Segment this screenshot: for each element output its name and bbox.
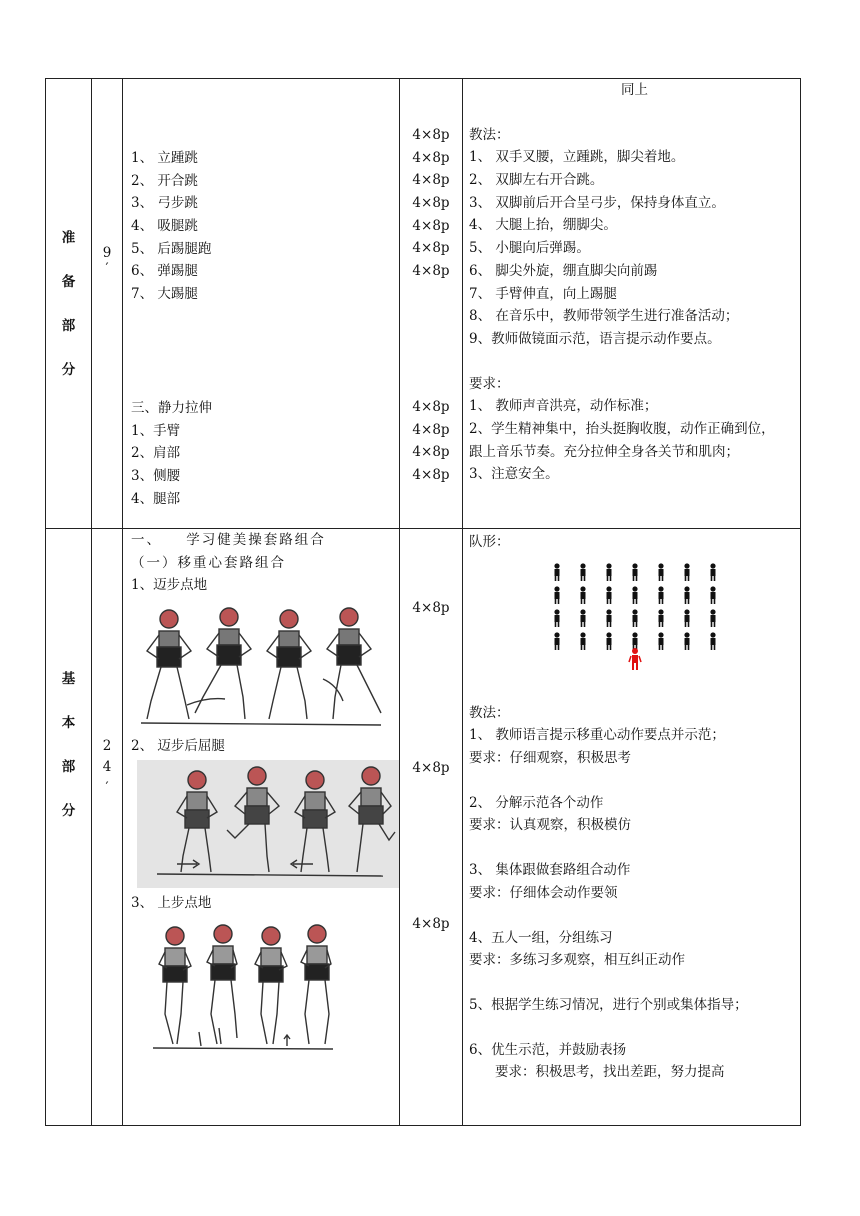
heading-2: （一）移重心套路组合 — [131, 554, 286, 571]
student-icon — [710, 563, 715, 581]
count-item: 4×8p — [412, 444, 450, 461]
count-item: 4×8p — [412, 149, 450, 166]
count-item: 4×8p — [412, 466, 450, 483]
method-item: 2、 分解示范各个动作 — [469, 794, 604, 811]
method-item: 9、教师做镜面示范，语言提示动作要点。 — [469, 330, 721, 347]
basic-row — [46, 529, 801, 1126]
requirement-item: 2、学生精神集中，抬头挺胸收腹，动作正确到位， — [469, 420, 775, 437]
stretch-item: 4、腿部 — [131, 490, 181, 507]
exercise-item: 7、 大踢腿 — [131, 286, 198, 303]
requirement-item: 3、注意安全。 — [469, 466, 559, 483]
student-icon — [684, 609, 689, 627]
formation-diagram — [469, 554, 799, 688]
requirement-item: 要求：仔细观察，积极思考 — [469, 750, 631, 767]
count-item: 4×8p — [412, 398, 450, 415]
student-icon — [554, 586, 559, 604]
student-icon — [632, 563, 637, 581]
exercise-item: 2、 开合跳 — [131, 172, 198, 189]
stretch-item: 3、侧腰 — [131, 467, 181, 484]
prep-row — [46, 79, 801, 529]
count-item: 4×8p — [412, 916, 450, 933]
method-item: 2、 双脚左右开合跳。 — [469, 172, 604, 189]
count-item: 4×8p — [412, 217, 450, 234]
stretch-item: 1、手臂 — [131, 422, 181, 439]
exercise-item: 5、 后踢腿跑 — [131, 240, 212, 257]
student-icon — [554, 632, 559, 650]
student-icon — [580, 609, 585, 627]
student-icon — [580, 586, 585, 604]
count-item: 4×8p — [412, 600, 450, 616]
student-icon — [684, 586, 689, 604]
student-icon — [632, 586, 637, 604]
method-title: 教法： — [469, 126, 510, 143]
move-label: 2、 迈步后屈腿 — [131, 738, 225, 755]
student-icon — [554, 609, 559, 627]
count-item: 4×8p — [412, 195, 450, 212]
student-icon — [710, 586, 715, 604]
student-formation — [554, 563, 715, 650]
move-label: 3、 上步点地 — [131, 894, 212, 911]
same-as-above: 同上 — [621, 82, 648, 98]
requirement-item: 1、 教师声音洪亮，动作标准； — [469, 398, 658, 415]
basic-counts — [400, 529, 463, 1126]
student-icon — [684, 563, 689, 581]
method-item: 4、 大腿上抬，绷脚尖。 — [469, 217, 617, 234]
prep-counts — [400, 79, 463, 529]
step-tap-illustration — [137, 601, 385, 731]
prep-methods — [463, 79, 801, 529]
requirement-item: 要求：积极思考，找出差距，努力提高 — [495, 1064, 725, 1081]
requirement-item: 跟上音乐节奏。充分拉伸全身各关节和肌肉； — [469, 443, 739, 460]
method-item: 6、 脚尖外旋，绷直脚尖向前踢 — [469, 262, 658, 279]
move-label: 1、迈步点地 — [131, 577, 208, 594]
method-item: 8、 在音乐中，教师带领学生进行准备活动； — [469, 308, 739, 325]
student-icon — [606, 632, 611, 650]
student-icon — [632, 632, 637, 650]
student-icon — [606, 586, 611, 604]
method-item: 3、 集体跟做套路组合动作 — [469, 862, 631, 879]
method-item: 1、 双手叉腰，立踵跳，脚尖着地。 — [469, 149, 685, 166]
student-icon — [658, 586, 663, 604]
prep-time: 9 ′ — [92, 79, 123, 529]
formation-label: 队形： — [469, 534, 510, 550]
method-item: 6、优生示范，并鼓励表扬 — [469, 1041, 627, 1058]
method-item: 7、 手臂伸直，向上踢腿 — [469, 285, 617, 302]
count-item: 4×8p — [412, 240, 450, 257]
student-icon — [580, 563, 585, 581]
exercise-item: 3、 弓步跳 — [131, 195, 198, 212]
requirement-item: 要求：认真观察，积极模仿 — [469, 817, 631, 834]
requirement-item: 要求：仔细体会动作要领 — [469, 884, 618, 901]
student-icon — [658, 632, 663, 650]
stretch-item: 2、肩部 — [131, 445, 181, 462]
method-item: 3、 双脚前后开合呈弓步，保持身体直立。 — [469, 194, 725, 211]
student-icon — [554, 563, 559, 581]
count-item: 4×8p — [412, 759, 450, 776]
prep-content — [123, 79, 400, 529]
exercise-item: 6、 弹踢腿 — [131, 263, 198, 280]
student-icon — [606, 609, 611, 627]
student-icon — [658, 609, 663, 627]
student-icon — [684, 632, 689, 650]
method-item: 1、 教师语言提示移重心动作要点并示范； — [469, 727, 725, 744]
count-item: 4×8p — [412, 263, 450, 280]
requirement-title: 要求： — [469, 375, 510, 392]
basic-section-label: 基 本 部 分 — [46, 529, 92, 1126]
method-item: 4、五人一组，分组练习 — [469, 929, 613, 946]
basic-content — [123, 529, 400, 1126]
student-icon — [632, 609, 637, 627]
lesson-plan-table — [45, 78, 801, 1126]
count-item: 4×8p — [412, 127, 450, 143]
basic-time: 2 4 ′ — [92, 529, 123, 1126]
method-item: 5、 小腿向后弹踢。 — [469, 240, 590, 257]
student-icon — [606, 563, 611, 581]
basic-methods — [463, 529, 801, 1126]
student-icon — [658, 563, 663, 581]
method-item: 5、根据学生练习情况，进行个别或集体指导； — [469, 996, 748, 1013]
step-forward-tap-illustration — [137, 918, 337, 1058]
student-icon — [710, 609, 715, 627]
exercise-item: 1、 立踵跳 — [131, 150, 198, 166]
stretch-title: 三、静力拉伸 — [131, 399, 212, 416]
student-icon — [580, 632, 585, 650]
count-item: 4×8p — [412, 421, 450, 438]
count-item: 4×8p — [412, 172, 450, 189]
prep-section-label: 准 备 部 分 — [46, 79, 92, 529]
heading-1: 一、 学习健美操套路组合 — [131, 532, 326, 548]
teacher-icon — [629, 648, 641, 670]
exercise-item: 4、 吸腿跳 — [131, 218, 198, 235]
requirement-item: 要求：多练习多观察，相互纠正动作 — [469, 952, 685, 969]
method-title: 教法： — [469, 704, 510, 721]
step-curl-illustration — [137, 760, 399, 888]
student-icon — [710, 632, 715, 650]
